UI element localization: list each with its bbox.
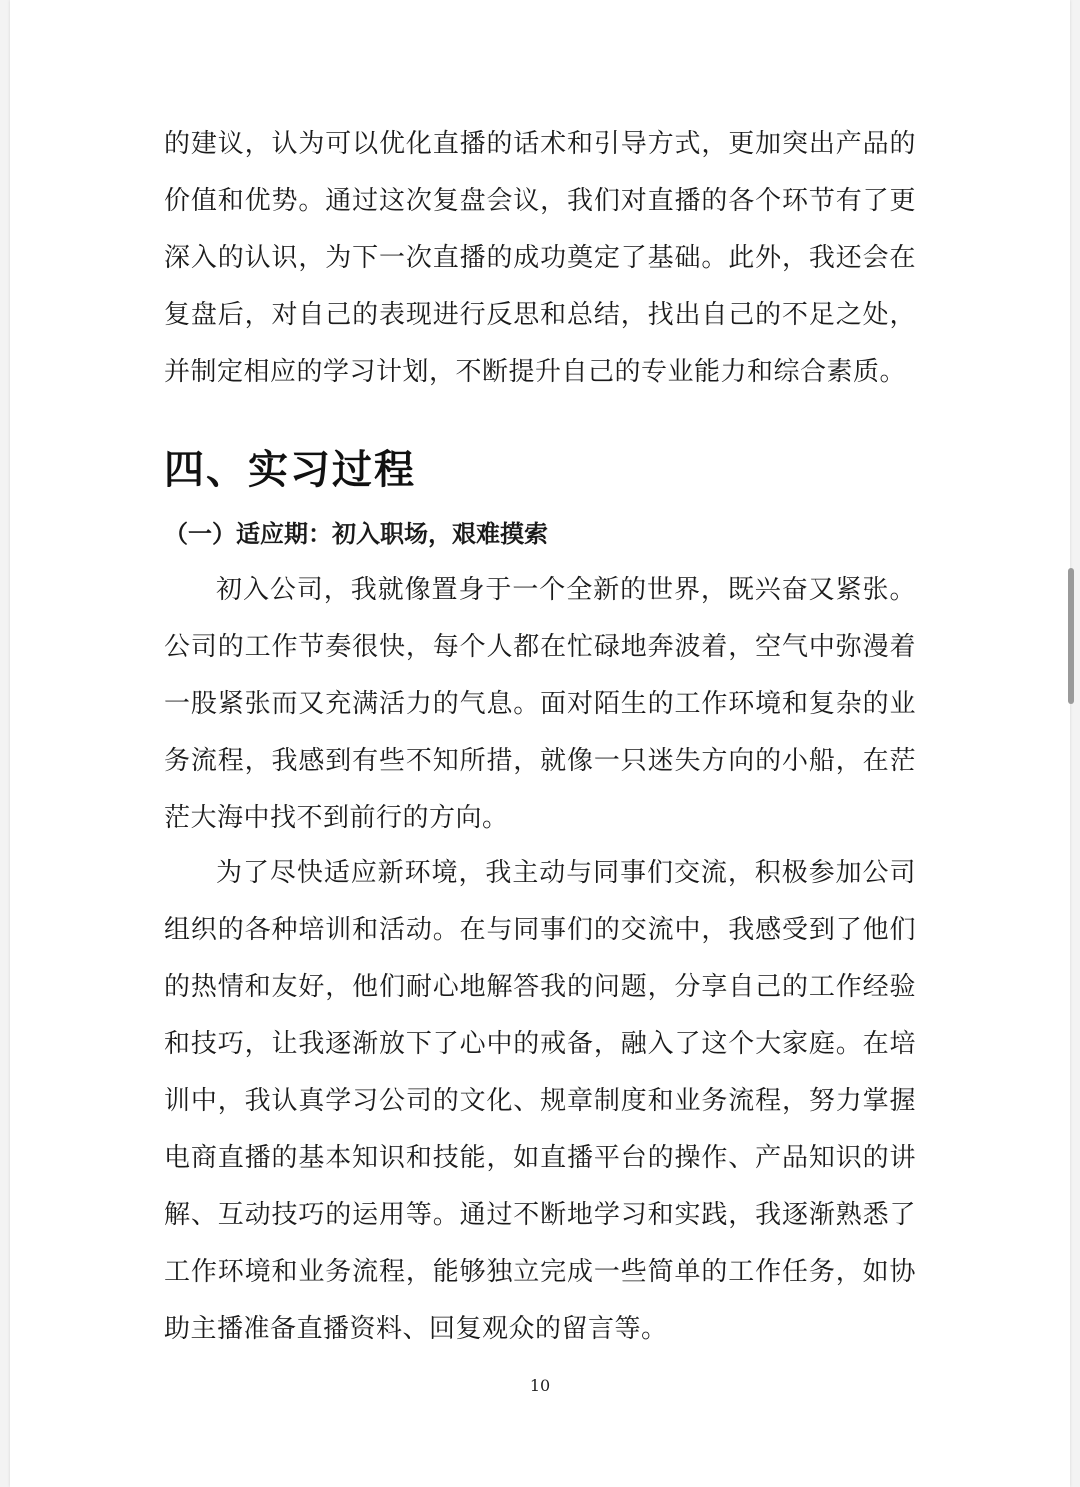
page-number: 10	[529, 1376, 551, 1395]
body-text-block	[164, 845, 916, 1358]
scrollbar-thumb[interactable]	[1068, 568, 1074, 704]
section-heading: 四、实习过程	[164, 447, 416, 493]
body-text-block	[164, 116, 916, 401]
document-page	[10, 0, 1070, 1487]
paragraph-continued: 的建议，认为可以优化直播的话术和引导方式，更加突出产品的价值和优势。通过这次复盘会议，我们对直播的各个环节有了更深入的认识，为下一次直播的成功奠定了基础。此外，我还会在复盘后，对自己的表现进行反思和总结，找出自己的不足之处，并制定相应的学习计划，不断提升自己的专业能力和综合素质。	[164, 129, 916, 387]
paragraph: 初入公司，我就像置身于一个全新的世界，既兴奋又紧张。公司的工作节奏很快，每个人都在忙碌地奔波着，空气中弥漫着一股紧张而又充满活力的气息。面对陌生的工作环境和复杂的业务流程，我感到有些不知所措，就像一只迷失方向的小船，在茫茫大海中找不到前行的方向。	[164, 575, 916, 833]
body-text-block	[164, 562, 916, 847]
paragraph: 为了尽快适应新环境，我主动与同事们交流，积极参加公司组织的各种培训和活动。在与同事们的交流中，我感受到了他们的热情和友好，他们耐心地解答我的问题，分享自己的工作经验和技巧，让我逐渐放下了心中的戒备，融入了这个大家庭。在培训中，我认真学习公司的文化、规章制度和业务流程，努力掌握电商直播的基本知识和技能，如直播平台的操作、产品知识的讲解、互动技巧的运用等。通过不断地学习和实践，我逐渐熟悉了工作环境和业务流程，能够独立完成一些简单的工作任务，如协助主播准备直播资料、回复观众的留言等。	[164, 858, 916, 1344]
subsection-heading: （一）适应期：初入职场，艰难摸索	[164, 519, 548, 548]
